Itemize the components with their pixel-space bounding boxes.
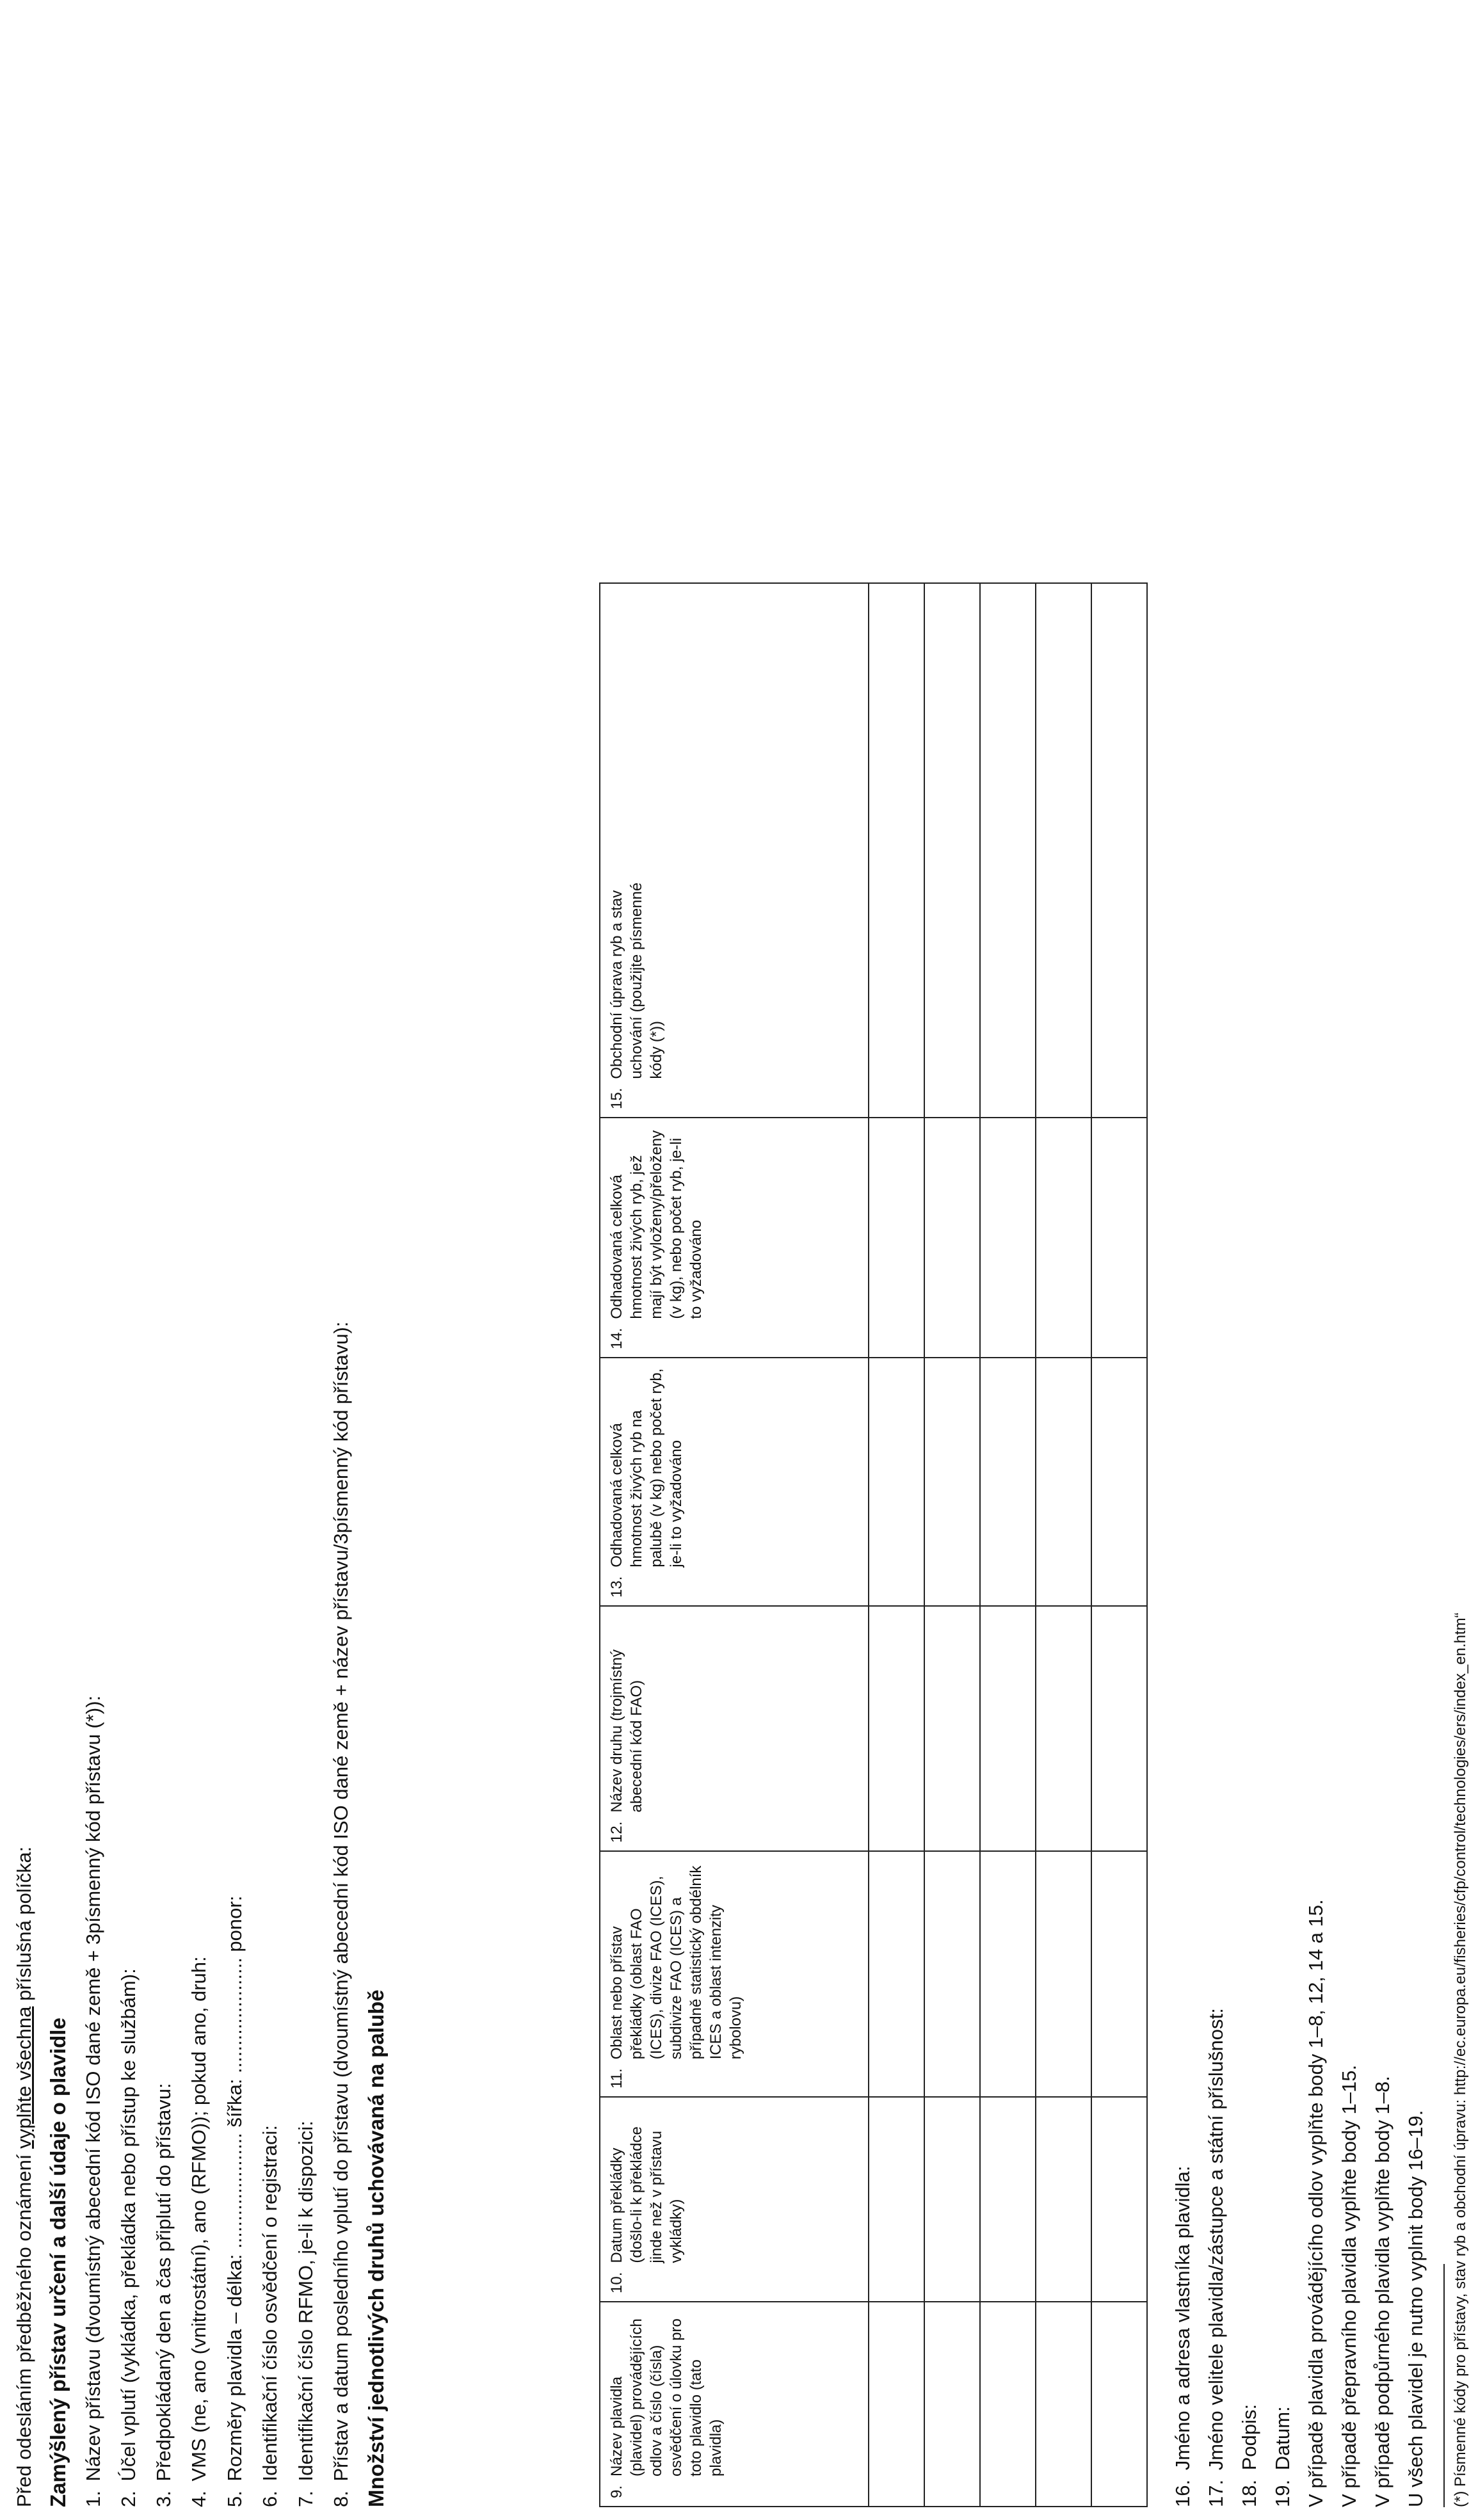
item-text: VMS (ne, ano (vnitrostátní), ano (RFMO)); pokud ano, druh: [188, 1956, 210, 2482]
table-cell[interactable] [980, 1358, 1036, 1606]
instruction-line: V případě přepravního plavidla vyplňte body 1–15. [1338, 2064, 1360, 2507]
header-cell-11 [600, 1851, 869, 2097]
item-19 [1271, 2406, 1294, 2507]
header-number: 13. [608, 1576, 625, 1598]
footnote: (*) Písmenné kódy pro přístavy, stav ryb a obchodní úpravu: http://ec.europa.eu/fisheries/cfp/control/technologies/ers/index_en.htm“ [1452, 1612, 1469, 2507]
table-cell[interactable] [980, 1118, 1036, 1358]
item-number: 7. [294, 2491, 317, 2507]
table-cell[interactable] [1036, 583, 1091, 1118]
header-number: 15. [608, 1087, 625, 1109]
item-text: Název přístavu (dvoumístný abecední kód ISO dané země + 3písmenný kód přístavu (*)): [82, 1695, 104, 2482]
table-cell[interactable] [980, 2097, 1036, 2302]
header-cell-9 [600, 2302, 869, 2507]
intro-suffix: příslušná políčka: [13, 1846, 35, 2007]
item-text: Jméno velitele plavidla/zástupce a státní příslušnost: [1205, 2008, 1227, 2471]
table-cell[interactable] [1036, 1118, 1091, 1358]
table-cell[interactable] [924, 2097, 980, 2302]
table-cell[interactable] [924, 583, 980, 1118]
table-cell[interactable] [869, 1118, 924, 1358]
item-text: Identifikační číslo RFMO, je-li k dispozici: [294, 2121, 317, 2482]
header-number: 12. [608, 1821, 625, 1843]
table-cell[interactable] [869, 1606, 924, 1851]
table-cell[interactable] [1036, 1606, 1091, 1851]
header-number: 14. [608, 1328, 625, 1349]
table-cell[interactable] [869, 583, 924, 1118]
instruction-line: V případě plavidla provádějícího odlov vyplňte body 1–8, 12, 14 a 15. [1305, 1899, 1327, 2507]
header-text: Odhadovaná celková hmotnost živých ryb na palubě (v kg) nebo počet ryb, je-li to vyžadováno [608, 1368, 685, 1568]
header-text: Obchodní úprava ryb a stav uchování (použijte písmenné kódy (*)) [608, 882, 665, 1079]
item-18 [1238, 2404, 1261, 2507]
item-text: Identifikační číslo osvědčení o registraci: [259, 2124, 281, 2482]
table-cell[interactable] [980, 2302, 1036, 2507]
header-text: Odhadovaná celková hmotnost živých ryb, jež mají být vyloženy/přeloženy (v kg), nebo počet ryb, je-li to vyžadováno [608, 1130, 705, 1319]
table-cell[interactable] [924, 1606, 980, 1851]
table-cell[interactable] [1091, 583, 1147, 1118]
item-number: 3. [152, 2491, 175, 2507]
item-text: Předpokládaný den a čas připlutí do přístavu: [152, 2083, 175, 2482]
table-cell[interactable] [1036, 1851, 1091, 2097]
header-number: 9. [608, 2485, 625, 2498]
item-4 [188, 1956, 211, 2507]
item-1 [82, 1696, 105, 2507]
item-text: Účel vplutí (vykládka, překládka nebo přístup ke službám): [117, 1968, 140, 2482]
intro-line [13, 1847, 36, 2507]
item-text: Přístav a datum posledního vplutí do přístavu (dvoumístný abecední kód ISO dané země + název přístavu/3písmenný kód přístavu): [330, 1321, 352, 2482]
item-17 [1205, 2008, 1228, 2507]
item-2 [117, 1968, 140, 2507]
table-cell[interactable] [924, 2302, 980, 2507]
table-cell[interactable] [980, 1851, 1036, 2097]
table-cell[interactable] [980, 1606, 1036, 1851]
footnote-rule [1443, 2264, 1445, 2507]
section2-title: Množství jednotlivých druhů uchovávaná na palubě [364, 1989, 388, 2507]
table-cell[interactable] [1091, 1606, 1147, 1851]
table-cell[interactable] [1036, 2097, 1091, 2302]
item-6 [259, 2125, 282, 2507]
item-number: 8. [330, 2491, 352, 2507]
table-cell[interactable] [869, 2097, 924, 2302]
item-text: Podpis: [1238, 2404, 1260, 2471]
table-cell[interactable] [869, 2302, 924, 2507]
item-number: 4. [188, 2491, 210, 2507]
item-3 [152, 2083, 175, 2507]
header-cell-15 [600, 583, 869, 1118]
table-cell[interactable] [924, 1358, 980, 1606]
header-text: Název druhu (trojmístný abecední kód FAO) [608, 1649, 645, 1813]
item-number: 17. [1205, 2479, 1227, 2507]
item-8 [330, 1322, 353, 2507]
table-row [1036, 583, 1091, 2507]
table-cell[interactable] [1091, 2302, 1147, 2507]
item-number: 2. [117, 2491, 140, 2507]
item-number: 18. [1238, 2479, 1260, 2507]
table-cell[interactable] [869, 1358, 924, 1606]
header-cell-10 [600, 2097, 869, 2302]
item-16 [1171, 2166, 1194, 2507]
table-row [980, 583, 1036, 2507]
table-header-row [600, 583, 869, 2507]
item-number: 5. [223, 2491, 246, 2507]
item-number: 6. [259, 2491, 281, 2507]
header-text: Datum překládky (došlo-li k překládce jinde než v přístavu vykládky) [608, 2126, 685, 2263]
header-cell-12 [600, 1606, 869, 1851]
table-cell[interactable] [924, 1851, 980, 2097]
item-text: Datum: [1271, 2406, 1294, 2471]
header-number: 10. [608, 2272, 625, 2293]
item-text: Jméno a adresa vlastníka plavidla: [1171, 2165, 1194, 2471]
table-row [1091, 583, 1147, 2507]
species-table [599, 582, 1148, 2507]
item-number: 19. [1271, 2479, 1294, 2507]
item-text: Rozměry plavidla – délka: ..................... šířka: ..................... ponor: [223, 1895, 246, 2482]
table-row [869, 583, 924, 2507]
table-cell[interactable] [924, 1118, 980, 1358]
intro-prefix: Před odesláním předběžného oznámení [13, 2148, 35, 2507]
table-cell[interactable] [980, 583, 1036, 1118]
item-number: 16. [1171, 2479, 1194, 2507]
table-cell[interactable] [1036, 2302, 1091, 2507]
header-text: Název plavidla (plavidel) provádějících odlov a číslo (čísla) osvědčení o úlovku pro toto plavidlo (tato plavidla) [608, 2318, 725, 2476]
item-number: 1. [82, 2491, 104, 2507]
header-text: Oblast nebo přístav překládky (oblast FAO (ICES), divize FAO (ICES), subdivize FAO (ICES) a případně statistický obdélník ICES a oblast intenzity rybolovu) [608, 1865, 744, 2060]
instruction-line: U všech plavidel je nutno vyplnit body 16–19. [1404, 2110, 1427, 2507]
header-cell-14 [600, 1118, 869, 1358]
section1-title: Zamýšlený přístav určení a další údaje o plavidle [46, 2018, 70, 2507]
table-cell[interactable] [1091, 2097, 1147, 2302]
header-cell-13 [600, 1358, 869, 1606]
table-cell[interactable] [1091, 1851, 1147, 2097]
item-7 [294, 2121, 317, 2507]
table-cell[interactable] [1091, 1118, 1147, 1358]
table-cell[interactable] [869, 1851, 924, 2097]
table-row [924, 583, 980, 2507]
table-cell[interactable] [1036, 1358, 1091, 1606]
item-5 [223, 1896, 246, 2507]
intro-underlined: vyplňte všechna [13, 2006, 35, 2149]
header-number: 11. [608, 2068, 625, 2089]
instruction-line: V případě podpůrného plavidla vyplňte body 1–8. [1371, 2076, 1394, 2507]
table-cell[interactable] [1091, 1358, 1147, 1606]
